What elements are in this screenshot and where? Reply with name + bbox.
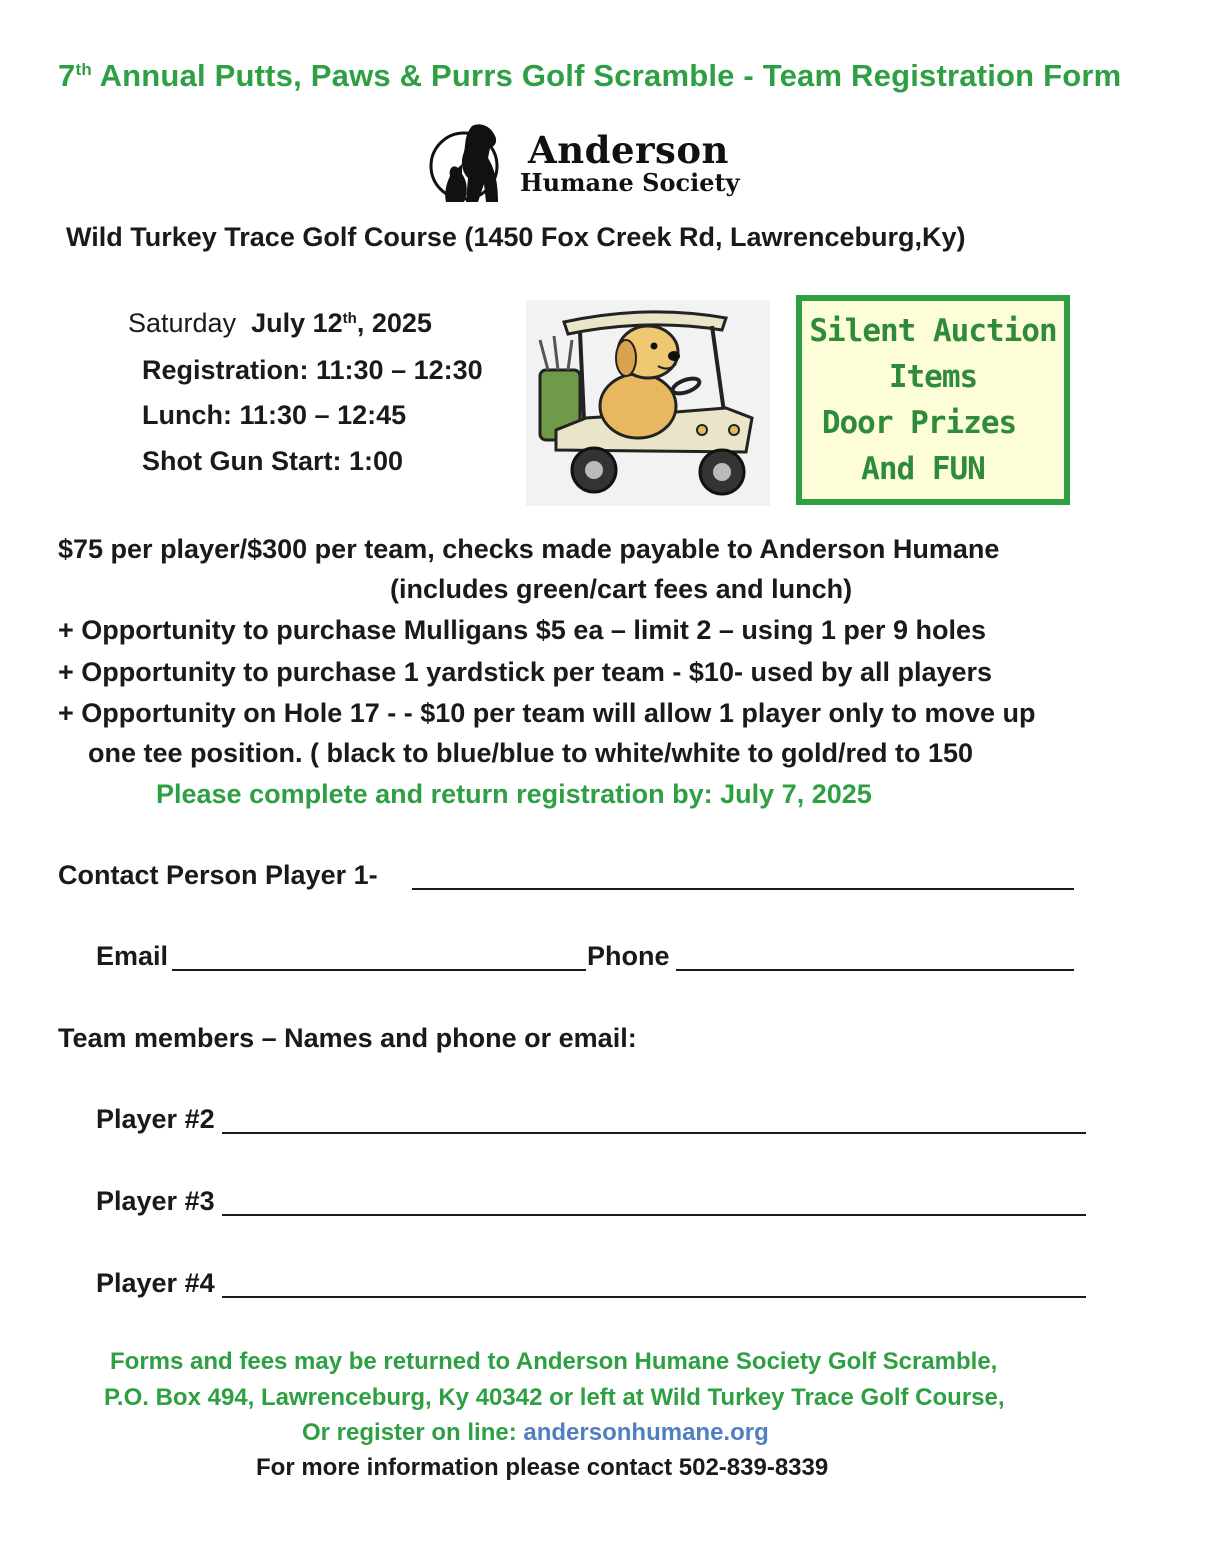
registration-time: Registration: 11:30 – 12:30 [142, 355, 483, 385]
player-2-field[interactable] [222, 1132, 1086, 1134]
footer-address: P.O. Box 494, Lawrenceburg, Ky 40342 or left at Wild Turkey Trace Golf Course, [104, 1384, 1005, 1411]
contact-person-label: Contact Person Player 1- [58, 860, 378, 890]
phone-field[interactable] [676, 969, 1074, 971]
pricing-line: one tee position. ( black to blue/blue to white/white to gold/red to 150 [88, 738, 974, 768]
player-2-label: Player #2 [96, 1104, 215, 1134]
event-date: Saturday July 12th, 2025 [128, 308, 432, 338]
auction-line-4: And FUN [861, 451, 985, 487]
player-3-label: Player #3 [96, 1186, 215, 1216]
contact-person-field[interactable] [412, 888, 1074, 890]
player-3-field[interactable] [222, 1214, 1086, 1216]
auction-line-1: Silent Auction [809, 313, 1057, 349]
player-4-label: Player #4 [96, 1268, 215, 1298]
lunch-time: Lunch: 11:30 – 12:45 [142, 400, 407, 430]
silent-auction-box [796, 295, 1070, 505]
player-4-field[interactable] [222, 1296, 1086, 1298]
pricing-line: (includes green/cart fees and lunch) [390, 574, 853, 604]
email-label: Email [96, 941, 169, 971]
page-title: 7th Annual Putts, Paws & Purrs Golf Scramble - Team Registration Form [58, 58, 1122, 93]
auction-line-2: Items [888, 359, 978, 395]
footer-register-online: Or register on line: andersonhumane.org [302, 1419, 769, 1446]
registration-deadline: Please complete and return registration by: July 7, 2025 [156, 779, 872, 809]
pricing-line: $75 per player/$300 per team, checks made payable to Anderson Humane [58, 534, 1000, 564]
auction-line-3: Door Prizes [821, 405, 1017, 441]
team-members-label: Team members – Names and phone or email: [58, 1023, 637, 1053]
email-field[interactable] [172, 969, 586, 971]
pricing-line: + Opportunity to purchase 1 yardstick per team - $10- used by all players [58, 657, 993, 687]
golf-cart-dog-illustration [526, 300, 770, 506]
footer-contact-phone: For more information please contact 502-839-8339 [256, 1454, 829, 1481]
humane-society-logo [428, 118, 788, 208]
logo-subtitle: Humane Society [520, 168, 740, 197]
footer-return-info: Forms and fees may be returned to Anderson Humane Society Golf Scramble, [110, 1348, 998, 1375]
dog-cat-silhouette-icon [428, 118, 518, 208]
website-link[interactable]: andersonhumane.org [523, 1419, 769, 1446]
pricing-line: + Opportunity to purchase Mulligans $5 ea – limit 2 – using 1 per 9 holes [58, 615, 986, 645]
phone-label: Phone [587, 941, 670, 971]
logo-name: Anderson [528, 128, 729, 172]
pricing-line: + Opportunity on Hole 17 - - $10 per team will allow 1 player only to move up [58, 698, 1036, 728]
venue-address: Wild Turkey Trace Golf Course (1450 Fox Creek Rd, Lawrenceburg,Ky) [66, 222, 966, 252]
golf-cart-dog-icon [526, 300, 770, 506]
shotgun-start-time: Shot Gun Start: 1:00 [142, 446, 404, 476]
